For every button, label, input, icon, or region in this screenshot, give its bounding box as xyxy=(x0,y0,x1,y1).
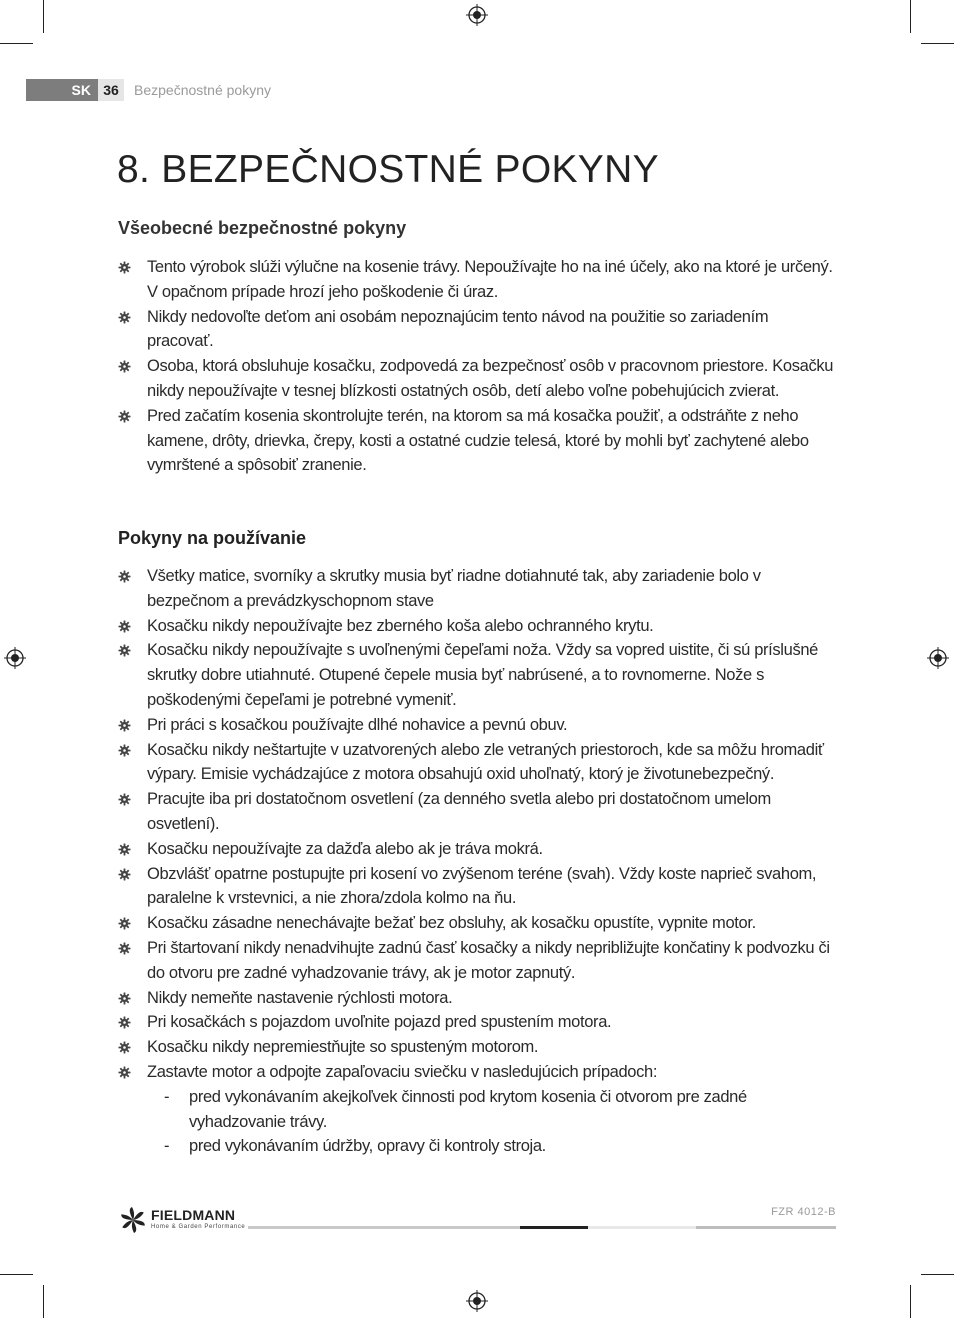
gear-bullet-icon xyxy=(118,410,131,423)
dash-marker: - xyxy=(164,1137,170,1156)
list-item xyxy=(118,354,836,404)
list-item xyxy=(118,638,836,712)
footer-rule xyxy=(520,1226,588,1229)
crop-mark xyxy=(910,0,911,33)
list-item-text: Všetky matice, svorníky a skrutky musia byť riadne dotiahnuté tak, aby zariadenie bolo v bezpečnom a prevádzkyschopnom stave xyxy=(147,567,761,610)
list-item-text: Kosačku zásadne nenechávajte bežať bez obsluhy, ak kosačku opustíte, vypnite motor. xyxy=(147,914,756,933)
list-item-text: Zastavte motor a odpojte zapaľovaciu sviečku v nasledujúcich prípadoch: xyxy=(147,1062,658,1081)
list-item xyxy=(118,305,836,355)
crop-mark xyxy=(921,1274,954,1275)
gear-bullet-icon xyxy=(118,942,131,955)
gear-bullet-icon xyxy=(118,620,131,633)
gear-bullet-icon xyxy=(118,570,131,583)
list-item xyxy=(118,404,836,478)
gear-bullet-icon xyxy=(118,644,131,657)
list-item-text: Obzvlášť opatrne postupujte pri kosení vo zvýšenom teréne (svah). Vždy koste naprieč svahom, paralelne k vrstevnici, a nie zhora/zdola kolmo na ňu. xyxy=(147,864,817,908)
registration-mark-icon xyxy=(927,647,949,669)
crop-mark xyxy=(43,0,44,33)
list-item-text: Nikdy nemeňte nastavenie rýchlosti motora. xyxy=(147,988,453,1007)
usage-instructions-list xyxy=(118,564,836,1159)
sub-list xyxy=(147,1085,836,1159)
footer-rule xyxy=(588,1226,696,1229)
crop-mark xyxy=(43,1285,44,1318)
general-safety-heading: Všeobecné bezpečnostné pokyny xyxy=(118,218,407,238)
gear-bullet-icon xyxy=(118,1041,131,1054)
header-section-title: Bezpečnostné pokyny xyxy=(134,82,271,98)
general-safety-list xyxy=(118,255,836,478)
list-item-text: Tento výrobok slúži výlučne na kosenie trávy. Nepoužívajte ho na iné účely, ako na ktoré je určený. V opačnom prípade hrozí jeho poškodenie či úraz. xyxy=(147,258,833,301)
list-item xyxy=(118,986,836,1011)
gear-bullet-icon xyxy=(118,843,131,856)
gear-bullet-icon xyxy=(118,992,131,1005)
footer-rule xyxy=(696,1226,836,1229)
page-number: 36 xyxy=(98,79,124,101)
gear-bullet-icon xyxy=(118,868,131,881)
crop-mark xyxy=(921,43,954,44)
list-item-text: Nikdy nedovoľte deťom ani osobám nepoznajúcim tento návod na použitie so zariadením pracovať. xyxy=(147,307,769,351)
brand-name: FIELDMANN xyxy=(151,1207,236,1223)
list-item xyxy=(118,862,836,912)
gear-bullet-icon xyxy=(118,719,131,732)
list-item xyxy=(118,911,836,936)
list-item-text: Kosačku nikdy neštartujte v uzatvorených alebo zle vetraných priestoroch, kde sa môžu hromadiť výpary. Emisie vychádzajúce z motora obsahujú oxid uhoľnatý, ktorý je životunebezpečný. xyxy=(147,740,824,784)
usage-instructions-heading: Pokyny na používanie xyxy=(118,528,307,548)
gear-bullet-icon xyxy=(118,744,131,757)
crop-mark xyxy=(0,1274,33,1275)
list-item xyxy=(118,1060,836,1159)
gear-bullet-icon xyxy=(118,1016,131,1029)
list-item-text: Kosačku nikdy nepoužívajte s uvoľnenými čepeľami noža. Vždy sa vopred uistite, či sú príslušné skrutky dobre utiahnuté. Otupené čepele musia byť nabrúsené, a to rovnomerne. Nože s poškodenými čepeľami je potrebné vymeniť. xyxy=(147,641,819,709)
list-item-text: Pri kosačkách s pojazdom uvoľnite pojazd pred spustením motora. xyxy=(147,1013,612,1032)
list-item-text: Pred začatím kosenia skontrolujte terén, na ktorom sa má kosačka použiť, a odstráňte z neho kamene, drôty, drievka, črepy, kosti a ostatné cudzie telesá, ktoré by mohli byť zachytené alebo vymrštené a spôsobiť zranenie. xyxy=(147,406,809,475)
gear-bullet-icon xyxy=(118,793,131,806)
crop-mark xyxy=(0,43,33,44)
list-item xyxy=(118,738,836,788)
header-language: SK xyxy=(71,82,91,98)
list-item xyxy=(118,936,836,986)
registration-mark-icon xyxy=(466,4,488,26)
sub-list-item xyxy=(164,1085,836,1135)
gear-bullet-icon xyxy=(118,360,131,373)
footer-rule xyxy=(248,1226,520,1229)
list-item-text: Kosačku nepoužívajte za dažďa alebo ak je tráva mokrá. xyxy=(147,839,543,858)
list-item-text: Pracujte iba pri dostatočnom osvetlení (za denného svetla alebo pri dostatočnom umelom osvetlení). xyxy=(147,790,771,833)
list-item-text: Kosačku nikdy nepoužívajte bez zberného koša alebo ochranného krytu. xyxy=(147,616,654,635)
list-item xyxy=(118,1035,836,1060)
gear-bullet-icon xyxy=(118,261,131,274)
sub-list-item xyxy=(164,1134,836,1159)
registration-mark-icon xyxy=(466,1290,488,1312)
list-item xyxy=(118,564,836,614)
page-title: 8. BEZPEČNOSTNÉ POKYNY xyxy=(117,148,659,191)
list-item xyxy=(118,713,836,738)
list-item xyxy=(118,1010,836,1035)
fan-logo-icon xyxy=(118,1205,148,1235)
crop-mark xyxy=(910,1285,911,1318)
dash-marker: - xyxy=(164,1087,170,1106)
gear-bullet-icon xyxy=(118,311,131,324)
list-item xyxy=(118,837,836,862)
brand-tagline: Home & Garden Performance xyxy=(151,1224,246,1230)
list-item-text: Pri práci s kosačkou používajte dlhé nohavice a pevnú obuv. xyxy=(147,715,568,734)
gear-bullet-icon xyxy=(118,1066,131,1079)
list-item-text: Pri štartovaní nikdy nenadvihujte zadnú časť kosačky a nikdy nepribližujte končatiny k podvozku či do otvoru pre zadné vyhadzovanie trávy, ak je motor zapnutý. xyxy=(147,938,830,982)
fieldmann-logo xyxy=(118,1205,248,1235)
model-number: FZR 4012-B xyxy=(771,1206,836,1218)
gear-bullet-icon xyxy=(118,917,131,930)
sub-list-item-text: pred vykonávaním akejkoľvek činnosti pod krytom kosenia či otvorom pre zadné vyhadzovanie trávy. xyxy=(189,1087,747,1131)
list-item-text: Kosačku nikdy nepremiestňujte so spusteným motorom. xyxy=(147,1038,539,1057)
list-item xyxy=(118,255,836,305)
list-item-text: Osoba, ktorá obsluhuje kosačku, zodpovedá za bezpečnosť osôb v pracovnom priestore. Kosačku nikdy nepoužívajte v tesnej blízkosti ostatných osôb, detí alebo voľne pobehujúcich zvierat. xyxy=(147,357,834,400)
list-item xyxy=(118,614,836,639)
registration-mark-icon xyxy=(4,647,26,669)
sub-list-item-text: pred vykonávaním údržby, opravy či kontroly stroja. xyxy=(189,1137,546,1156)
list-item xyxy=(118,787,836,837)
